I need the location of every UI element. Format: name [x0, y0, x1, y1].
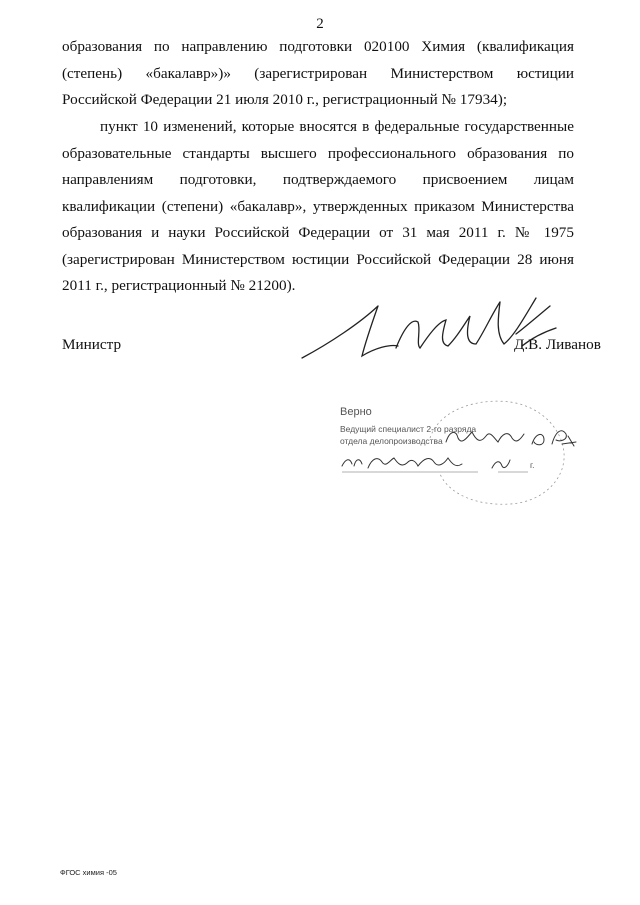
page-number: 2 — [316, 16, 324, 32]
stamp-position-line: Ведущий специалист 2-го разряда — [340, 424, 477, 434]
stamp-department-line: отдела делопроизводства — [340, 436, 443, 446]
stamp-year-suffix: г. — [530, 460, 535, 470]
signatory-name: Д.В. Ливанов — [514, 336, 601, 353]
certification-stamp — [330, 398, 590, 508]
stamp-date-underline — [340, 456, 530, 476]
stamp-title: Верно — [340, 406, 372, 418]
footer-file-label: ФГОС химия -05 — [60, 868, 117, 877]
signature-image — [300, 288, 560, 368]
paragraph-1: образования по направлению подготовки 020100 Химия (квалификация (степень) «бакалавр»)» (зарегистрирован Министерством юстиции Российской Федерации 21 июля 2010 г., регистрационный № 17934); — [62, 38, 574, 108]
paragraph-2: пункт 10 изменений, которые вносятся в федеральные государственные образовательные стандарты высшего профессионального образования по направлениям подготовки, подтверждаемого присвоением лицам квалификации (степени) «бакалавр», утвержденных приказом Министерства образования и науки Российской Федерации от 31 мая 2011 г. № 1975 (зарегистрирован Министерством юстиции Российской Федерации 28 июня 2011 г., регистрационный № 21200). — [62, 118, 574, 294]
signatory-position: Министр — [62, 336, 122, 353]
